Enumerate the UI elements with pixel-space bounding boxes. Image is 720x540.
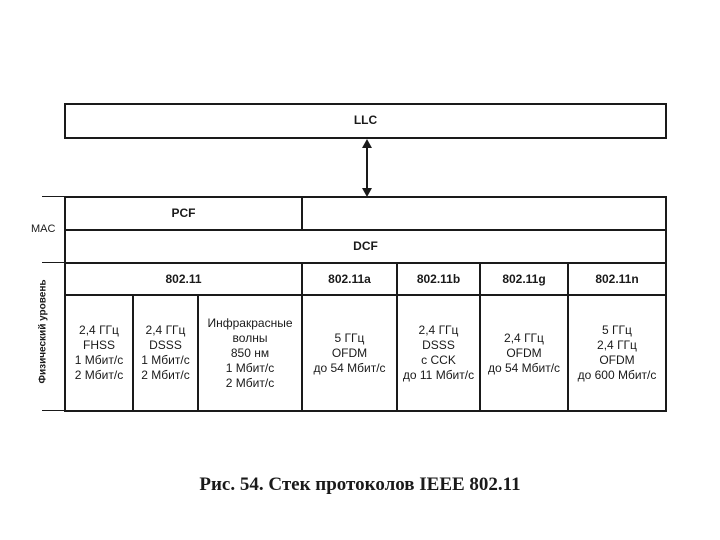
phy-cell-80211n: 5 ГГц 2,4 ГГц OFDM до 600 Мбит/с	[577, 323, 657, 382]
standard-80211n: 802.11n	[595, 271, 639, 286]
pcf-label: PCF	[171, 206, 196, 220]
divider	[665, 196, 667, 412]
figure-caption: Рис. 54. Стек протоколов IEEE 802.11	[199, 474, 521, 495]
phy-cell-infrared: Инфракрасные волны 850 нм 1 Мбит/с 2 Мбит/с	[207, 315, 293, 390]
divider	[42, 196, 64, 197]
llc-box	[64, 103, 667, 139]
dcf-label: DCF	[353, 239, 378, 253]
phy-cell-80211b: 2,4 ГГц DSSS с CCK до 11 Мбит/с	[402, 323, 475, 382]
phy-label: Физический уровень	[37, 279, 49, 384]
phy-cell-fhss: 2,4 ГГц FHSS 1 Мбит/с 2 Мбит/с	[74, 323, 124, 382]
divider	[42, 262, 64, 263]
mac-label: MAC	[31, 223, 56, 235]
divider	[301, 196, 303, 230]
standard-80211: 802.11	[165, 271, 202, 286]
llc-label: LLC	[353, 113, 378, 127]
divider	[64, 410, 667, 412]
double-arrow-icon	[360, 139, 374, 197]
divider	[42, 410, 64, 411]
standard-80211g: 802.11g	[502, 271, 546, 286]
phy-cell-80211g: 2,4 ГГц OFDM до 54 Мбит/с	[487, 330, 561, 375]
phy-cell-dsss: 2,4 ГГц DSSS 1 Мбит/с 2 Мбит/с	[141, 323, 190, 382]
standard-80211b: 802.11b	[416, 271, 461, 286]
standard-80211a: 802.11a	[328, 271, 371, 286]
phy-cell-80211a: 5 ГГц OFDM до 54 Мбит/с	[313, 330, 386, 375]
